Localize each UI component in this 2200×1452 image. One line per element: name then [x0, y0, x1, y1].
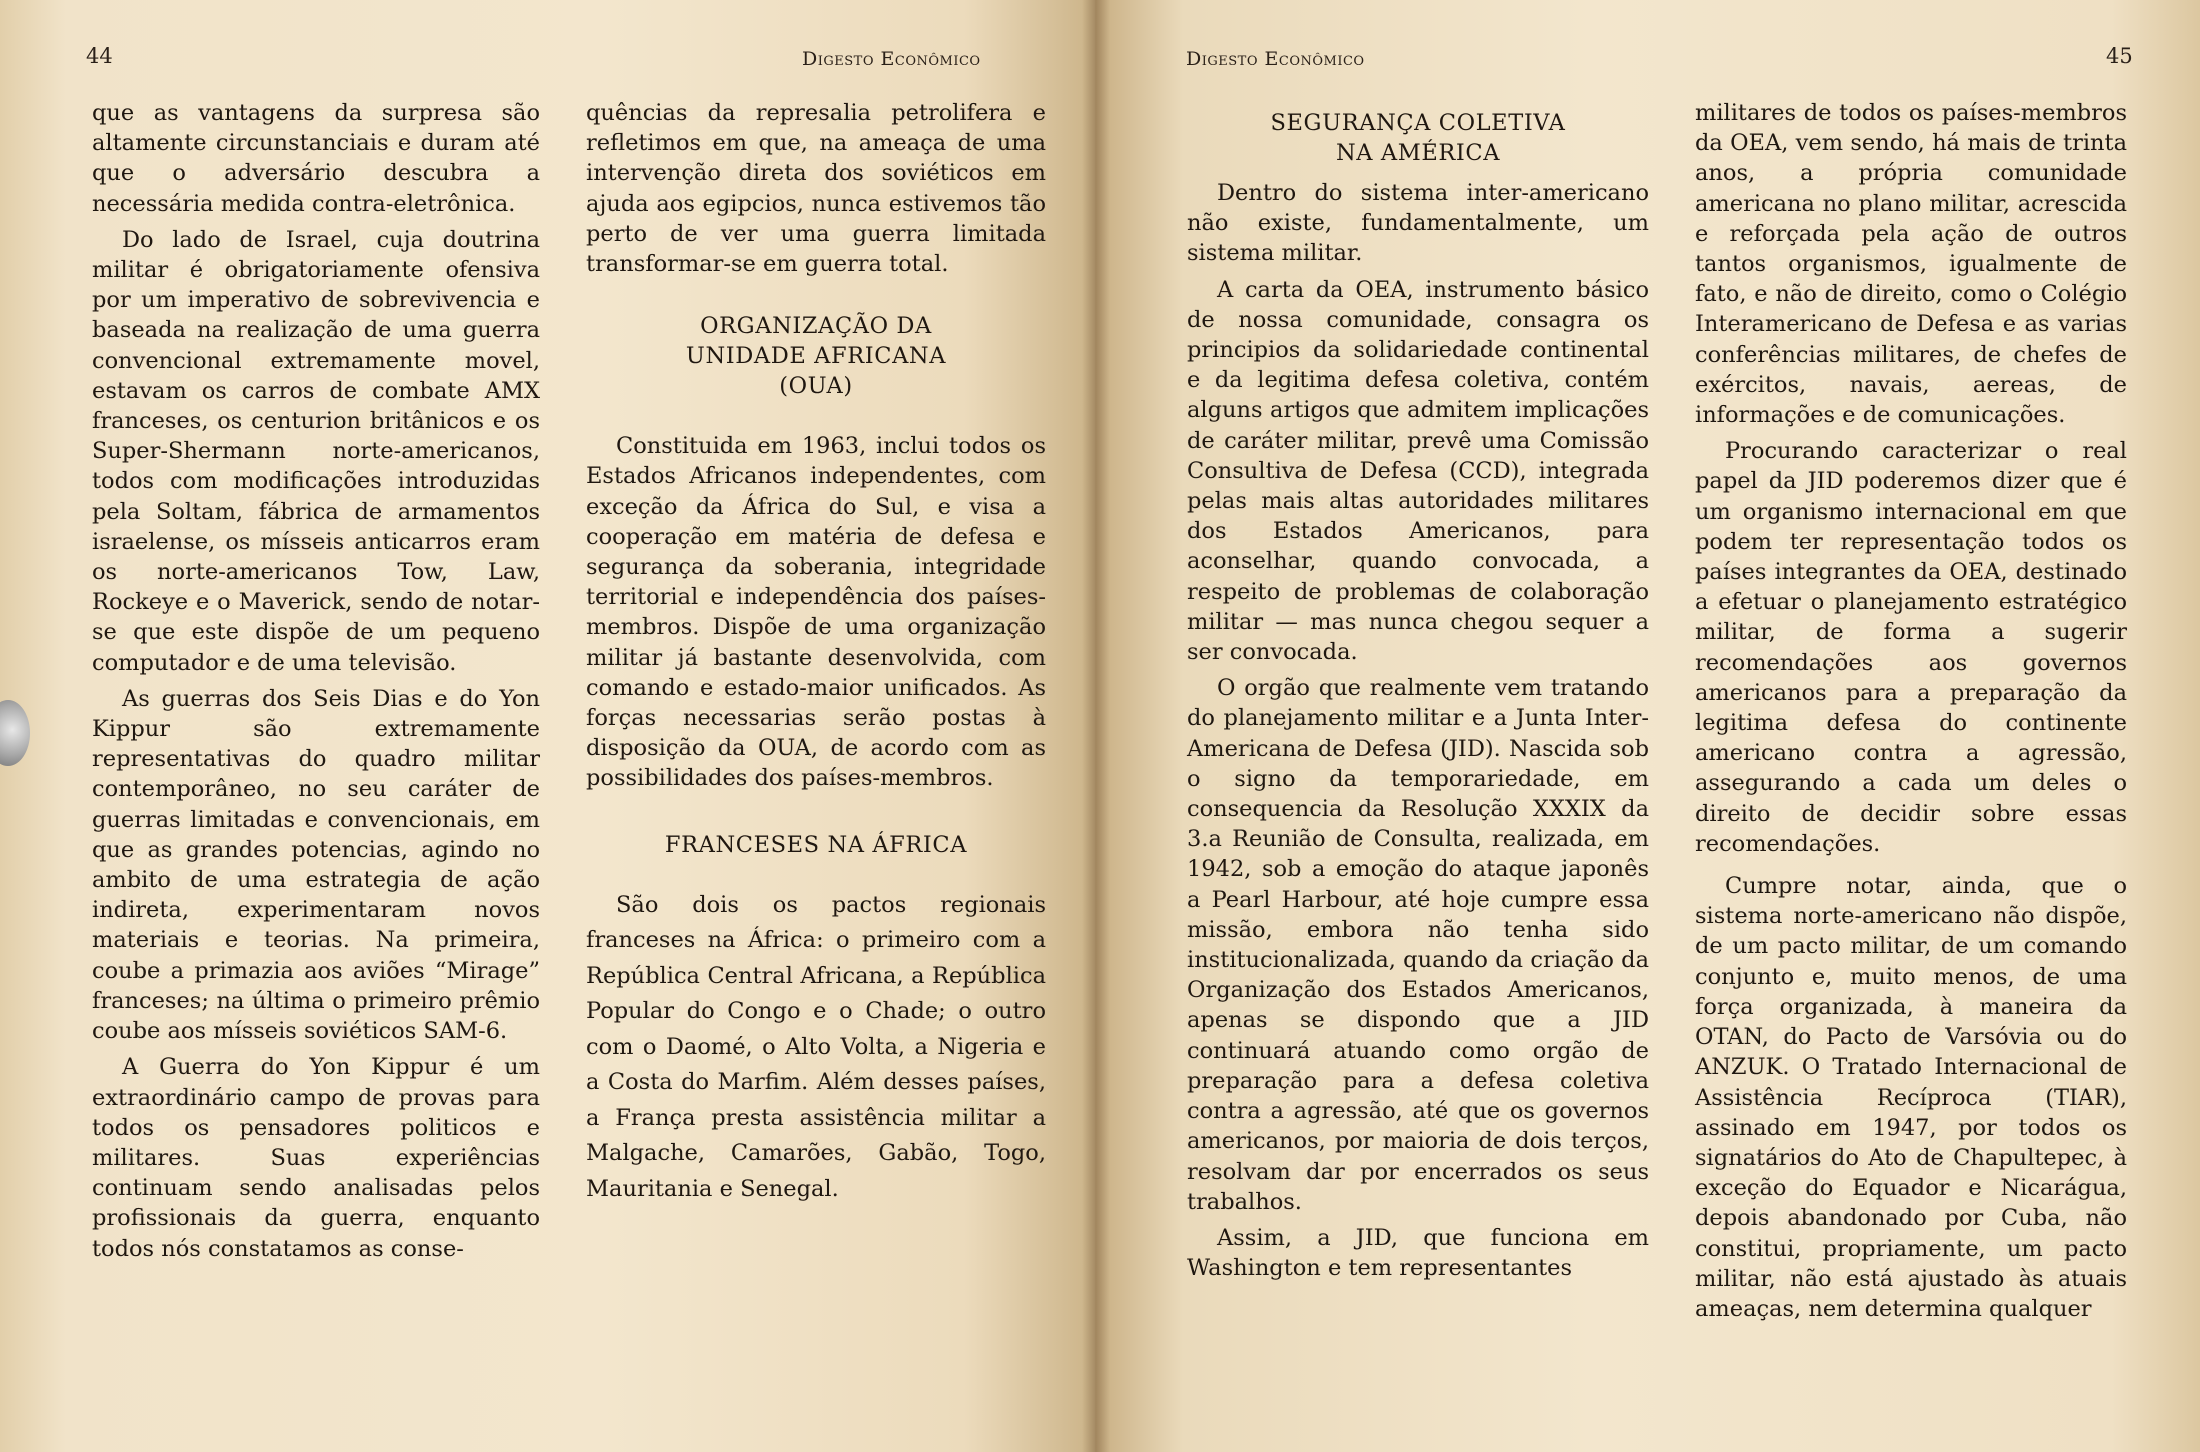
- paragraph: São dois os pactos regionais franceses na África: o primeiro com a República Central Africana, a República Popular do Congo e o Chade; o outro com o Daomé, o Alto Volta, a Nigeria e a Costa do Marfim. Além desses países, a França presta assistência militar a Malgache, Camarões, Gabão, Togo, Mauritania e Senegal.: [586, 891, 1046, 1202]
- paragraph: Assim, a JID, que funciona em Washington e tem representantes: [1187, 1224, 1649, 1282]
- paragraph: Do lado de Israel, cuja doutrina militar é obrigatoriamente ofensiva por um imperativo de sobrevivencia e baseada na realização de uma guerra convencional extremamente movel, estavam os carros de combate AMX franceses, os centurion britânicos e os Super-Shermann norte-americanos, todos com modificações introduzidas pela Soltam, fábrica de armamentos israelense, os mísseis anticarros eram os norte-americanos Tow, Law, Rockeye e o Maverick, sendo de notar-se que este dispõe de um pequeno computador e de uma televisão.: [92, 226, 540, 676]
- paragraph: O orgão que realmente vem tratando do planejamento militar e a Junta Inter-Americana de Defesa (JID). Nascida sob o signo da temporariedade, em consequencia da Resolução XXXIX da 3.a Reunião de Consulta, realizada, em 1942, sob a emoção do ataque japonês a Pearl Harbour, até hoje cumpre essa missão, embora não tenha sido institucionalizada, quando da criação da Organização dos Estados Americanos, apenas se dispondo que a JID continuará atuando como orgão de preparação para a defesa coletiva contra a agressão, até que os governos americanos, por maioria de dois terços, resolvam dar por encerrados os seus trabalhos.: [1187, 675, 1649, 1215]
- paragraph: militares de todos os países-membros da OEA, vem sendo, há mais de trinta anos, a própria comunidade americana no plano militar, acrescida e reforçada pela ação de outros tantos organismos, igualmente de fato, e não de direito, como o Colégio Interamericano de Defesa e as varias conferências militares, de chefes de exércitos, navais, aereas, de informações e de comunicações.: [1695, 100, 2127, 429]
- heading-line: (OUA): [779, 373, 853, 400]
- right-column-2: [1695, 98, 2127, 1330]
- section-heading-oua: [586, 311, 1046, 401]
- heading-line: SEGURANÇA COLETIVA: [1270, 110, 1566, 136]
- heading-line: ORGANIZAÇÃO DA: [700, 313, 932, 340]
- binder-clip-icon: [0, 700, 30, 766]
- paragraph: A carta da OEA, instrumento básico de nossa comunidade, consagra os principios da solidariedade continental e da legitima defesa coletiva, contém alguns artigos que admitem implicações de caráter militar, prevê uma Comissão Consultiva de Defesa (CCD), integrada pelas mais altas autoridades militares dos Estados Americanos, para aconselhar, quando convocada, a respeito de problemas de colaboração militar — mas nunca chegou sequer a ser convocada.: [1187, 276, 1649, 666]
- book-gutter: [1082, 0, 1110, 1452]
- left-page: [0, 0, 1095, 1452]
- page-number: 45: [2106, 44, 2133, 68]
- paragraph: Constituida em 1963, inclui todos os Estados Africanos independentes, com exceção da África do Sul, e visa a cooperação em matéria de defesa e segurança da soberania, integridade territorial e independência dos países-membros. Dispõe de uma organização militar já bastante desenvolvida, com comando e estado-maior unificados. As forças necessarias serão postas à disposição da OUA, de acordo com as possibilidades dos países-membros.: [586, 433, 1046, 792]
- paragraph: Dentro do sistema inter-americano não existe, fundamentalmente, um sistema militar.: [1187, 180, 1649, 267]
- section-heading-franceses: FRANCESES NA ÁFRICA: [664, 831, 968, 858]
- right-column-1: [1187, 108, 1649, 1289]
- paragraph: que as vantagens da surpresa são altamente circunstanciais e duram até que o adversário descubra a necessária medida contra-eletrônica.: [92, 100, 540, 217]
- paragraph: quências da represalia petrolifera e refletimos em que, na ameaça de uma intervenção direta dos soviéticos em ajuda aos egipcios, nunca estivemos tão perto de ver uma guerra limitada transformar-se em guerra total.: [586, 100, 1046, 278]
- running-head: Digesto Econômico: [802, 48, 981, 70]
- paragraph: Cumpre notar, ainda, que o sistema norte-americano não dispõe, de um pacto militar, de um comando conjunto e, muito menos, de uma força organizada, à maneira da OTAN, do Pacto de Varsóvia ou do ANZUK. O Tratado Internacional de Assistência Recíproca (TIAR), assinado em 1947, por todos os signatários do Ato de Chapultepec, à exceção do Equador e Nicarágua, depois abandonado por Cuba, não constitui, propriamente, um pacto militar, não está ajustado às atuais ameaças, nem determina qualquer: [1695, 873, 2127, 1322]
- running-head: Digesto Econômico: [1186, 48, 1365, 70]
- heading-line: UNIDADE AFRICANA: [685, 343, 947, 370]
- page-number: 44: [86, 44, 113, 68]
- paragraph: Procurando caracterizar o real papel da JID poderemos dizer que é um organismo internacional em que podem ter representação todos os países integrantes da OEA, destinado a efetuar o planejamento estratégico militar, de forma a sugerir recomendações aos governos americanos para a preparação da legitima defesa do continente americano contra a agressão, assegurando a cada um deles o direito de decidir sobre essas recomendações.: [1695, 438, 2127, 857]
- heading-line: NA AMÉRICA: [1335, 140, 1501, 166]
- right-page: [1095, 0, 2200, 1452]
- paragraph: As guerras dos Seis Dias e do Yon Kippur são extremamente representativas do quadro militar contemporâneo, no seu caráter de guerras limitadas e convencionais, em que as grandes potencias, agindo no ambito de uma estrategia de ação indireta, experimentaram novos materiais e teorias. Na primeira, coube a primazia aos aviões “Mirage” franceses; na última o primeiro prêmio coube aos mísseis soviéticos SAM-6.: [92, 685, 540, 1045]
- section-heading-seguranca: [1187, 108, 1649, 168]
- left-column-1: [92, 98, 540, 1270]
- paragraph: A Guerra do Yon Kippur é um extraordinário campo de provas para todos os pensadores politicos e militares. Suas experiências continuam sendo analisadas pelos profissionais da guerra, enquanto todos nós constatamos as conse-: [92, 1054, 540, 1262]
- left-column-2: [586, 98, 1046, 1213]
